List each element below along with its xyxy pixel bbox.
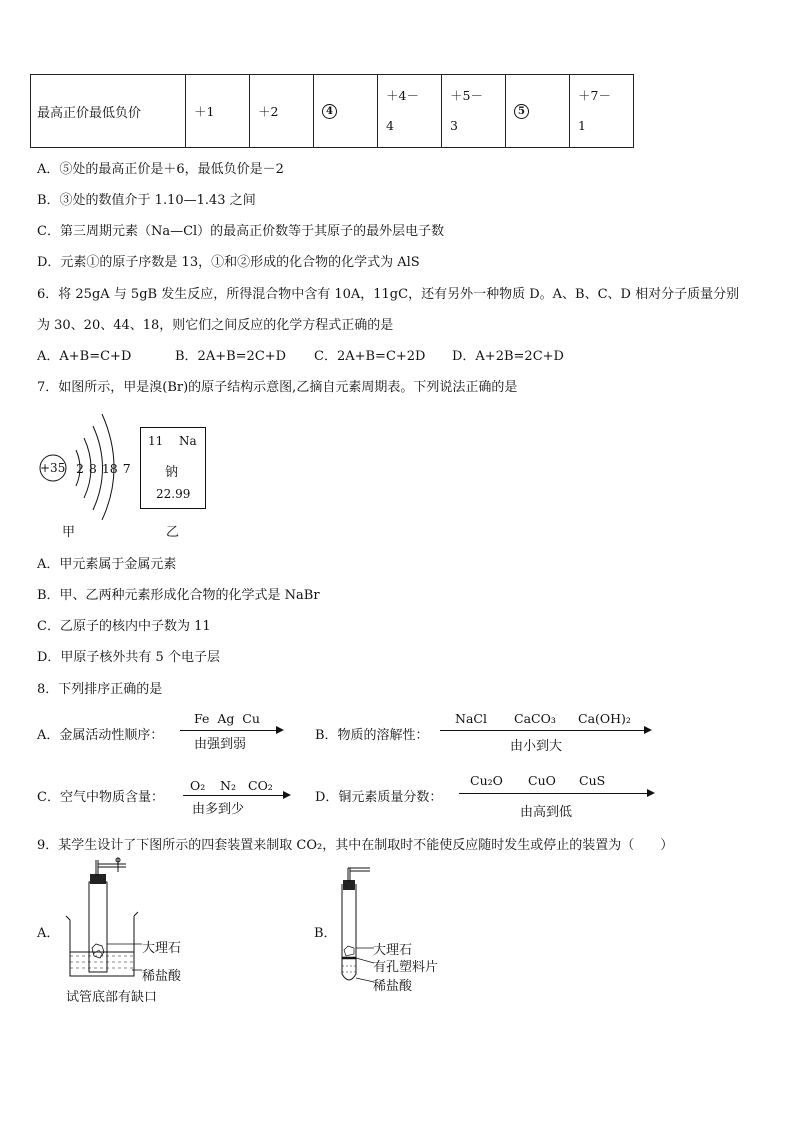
q7-option-c: C．乙原子的核内中子数为 11 — [37, 619, 211, 634]
q7-stem: 7．如图所示，甲是溴(Br)的原子结构示意图,乙摘自元素周期表。下列说法正确的是 — [37, 380, 518, 395]
label-jia: 甲 — [62, 525, 76, 540]
table-cell — [442, 75, 506, 148]
element-symbol: Na — [179, 434, 197, 448]
q8-b-item: NaCl — [455, 711, 487, 726]
q6-option-c: C．2A+B=C+2D — [314, 349, 426, 364]
q8-option-a-label: A．金属活动性顺序： — [37, 728, 164, 743]
label-yi: 乙 — [166, 525, 180, 540]
cell-text: ＋7－1 — [578, 88, 611, 133]
q9-stem: 9．某学生设计了下图所示的四套装置来制取 CO₂，其中在制取时不能使反应随时发生或停止的装置为（ ） — [37, 838, 674, 853]
apparatus-b-label-marble: 大理石 — [373, 943, 413, 958]
q6-option-a: A．A+B=C+D — [37, 349, 132, 364]
arrow-head-icon — [276, 726, 284, 734]
apparatus-a-beaker-diagram — [62, 856, 142, 980]
q8-b-direction: 由小到大 — [510, 739, 563, 754]
q7-option-a: A．甲元素属于金属元素 — [37, 557, 177, 572]
apparatus-a-label-acid: 稀盐酸 — [142, 969, 182, 984]
arrow-line — [183, 795, 285, 796]
q5-option-b: B．③处的数值介于 1.10—1.43 之间 — [37, 193, 256, 208]
circled-number-5: 5 — [514, 104, 529, 119]
q8-c-item: N₂ — [220, 778, 236, 793]
atomic-mass: 22.99 — [156, 487, 191, 501]
q8-option-d-label: D．铜元素质量分数： — [315, 790, 443, 805]
q8-b-item: CaCO₃ — [514, 711, 556, 726]
q7-option-b: B．甲、乙两种元素形成化合物的化学式是 NaBr — [37, 588, 320, 603]
arrow-line — [440, 730, 646, 731]
table-cell: ＋2 — [250, 75, 314, 148]
q8-option-b-label: B．物质的溶解性： — [315, 728, 429, 743]
bromine-atom-diagram — [36, 400, 146, 520]
arrow-head-icon — [644, 726, 652, 734]
q6-stem-line2: 为 30、20、44、18，则它们之间反应的化学方程式正确的是 — [37, 318, 394, 333]
table-cell — [378, 75, 442, 148]
apparatus-a-caption: 试管底部有缺口 — [66, 990, 158, 1005]
q8-c-item: O₂ — [190, 778, 206, 793]
electron-shells: 2 8 18 7 — [76, 461, 131, 476]
q8-c-item: CO₂ — [248, 778, 273, 793]
q6-stem-line1: 6．将 25gA 与 5gB 发生反应，所得混合物中含有 10A，11gC，还有另外一种物质 D。A、B、C、D 相对分子质量分别 — [37, 287, 740, 302]
table-cell: ＋1 — [186, 75, 250, 148]
q8-c-direction: 由多到少 — [192, 802, 245, 817]
q8-d-item: Cu₂O — [470, 773, 503, 788]
q8-a-items: Fe Ag Cu — [194, 711, 260, 726]
q9-option-b-label: B． — [314, 926, 337, 941]
apparatus-b-label-acid: 稀盐酸 — [373, 979, 413, 994]
arrow-line — [180, 730, 278, 731]
periodic-table-cell — [140, 427, 206, 509]
q5-option-a: A．⑤处的最高正价是＋6，最低负价是－2 — [37, 162, 284, 177]
q5-option-d: D．元素①的原子序数是 13，①和②形成的化合物的化学式为 AlS — [37, 255, 420, 270]
table-cell — [314, 75, 378, 148]
arrow-head-icon — [283, 791, 291, 799]
q8-b-item: Ca(OH)₂ — [578, 711, 631, 726]
apparatus-b-label-sheet: 有孔塑料片 — [373, 960, 439, 975]
nucleus-charge: +35 — [40, 461, 66, 475]
arrow-head-icon — [647, 789, 655, 797]
q6-option-d: D．A+2B=2C+D — [452, 349, 564, 364]
table-cell — [570, 75, 634, 148]
q8-option-c-label: C．空气中物质含量： — [37, 790, 164, 805]
q5-option-c: C．第三周期元素（Na—Cl）的最高正价数等于其原子的最外层电子数 — [37, 224, 445, 239]
q8-stem: 8．下列排序正确的是 — [37, 682, 163, 697]
q8-d-item: CuS — [579, 773, 606, 788]
arrow-line — [459, 793, 649, 794]
q6-option-b: B．2A+B=2C+D — [175, 349, 287, 364]
circled-number-4: 4 — [322, 104, 337, 119]
table-cell — [506, 75, 570, 148]
q8-d-direction: 由高到低 — [520, 805, 573, 820]
q8-a-direction: 由强到弱 — [194, 737, 247, 752]
table-header: 最高正价最低负价 — [31, 75, 186, 148]
q7-option-d: D．甲原子核外共有 5 个电子层 — [37, 650, 220, 665]
apparatus-b-test-tube-diagram — [334, 866, 374, 988]
valence-table — [30, 74, 634, 148]
cell-text: ＋4－4 — [386, 88, 419, 133]
atomic-number: 11 — [148, 434, 164, 448]
apparatus-a-label-marble: 大理石 — [142, 941, 182, 956]
q9-option-a-label: A． — [37, 926, 60, 941]
cell-text: ＋5－3 — [450, 88, 483, 133]
q8-d-item: CuO — [528, 773, 556, 788]
element-name: 钠 — [165, 465, 179, 480]
